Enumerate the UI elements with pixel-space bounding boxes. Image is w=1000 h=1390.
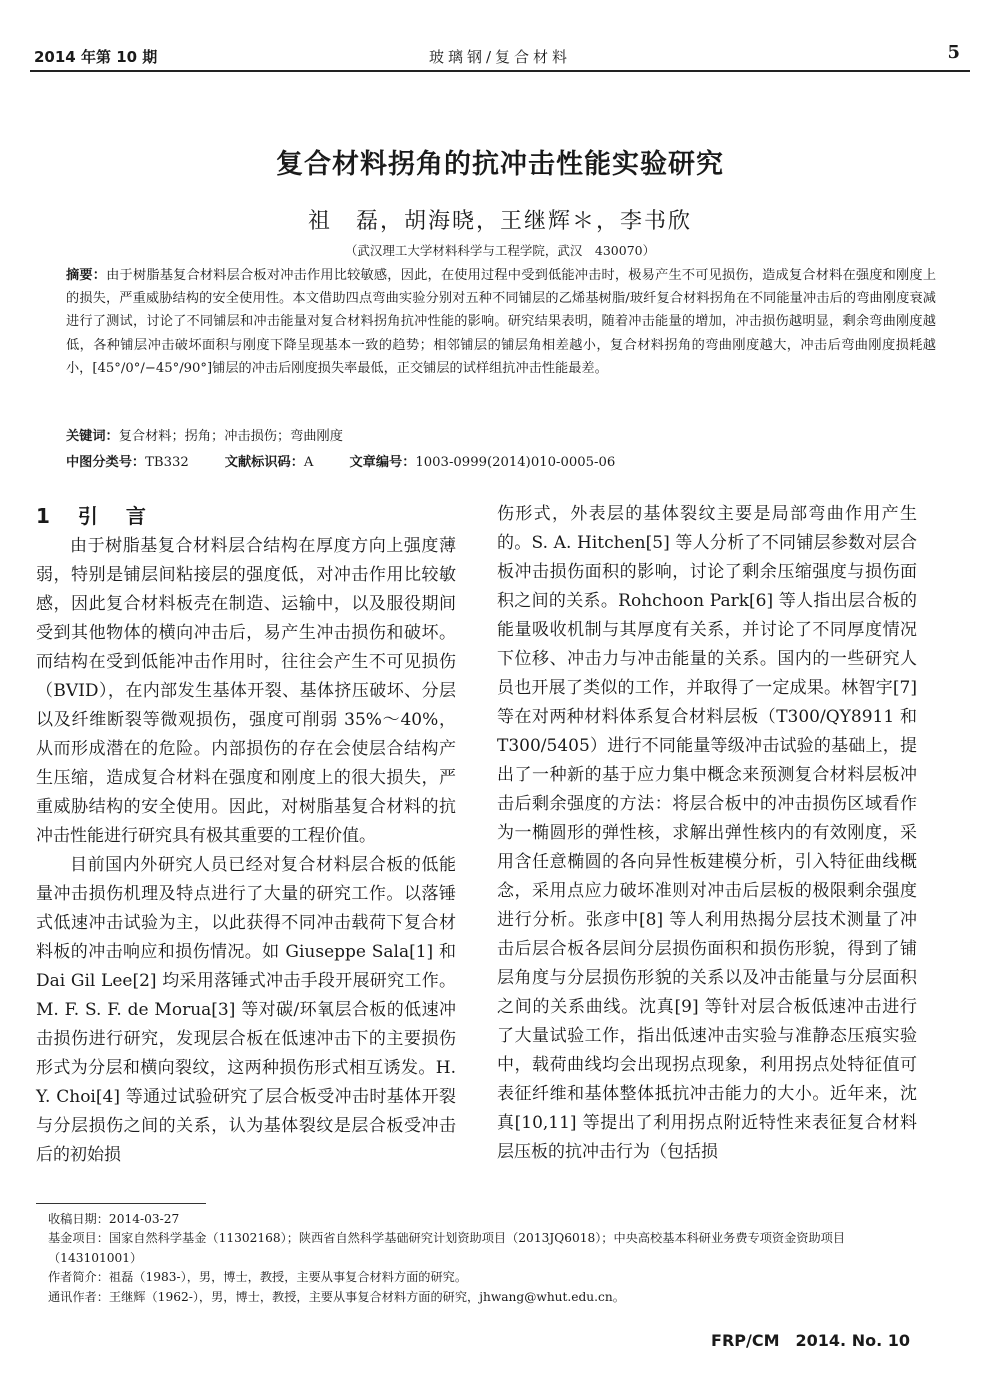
abstract bbox=[66, 264, 936, 380]
body-paragraph: 由于树脂基复合材料层合结构在厚度方向上强度薄弱，特别是铺层间粘接层的强度低，对冲击作用比较敏感，因此复合材料板壳在制造、运输中，以及服役期间受到其他物体的横向冲击后，易产生冲击损伤和破坏。而结构在受到低能冲击作用时，往往会产生不可见损伤（BVID），在内部发生基体开裂、基体挤压破坏、分层以及纤维断裂等微观损伤，强度可削弱 35%～40%，从而形成潜在的危险。内部损伤的存在会使层合结构产生压缩，造成复合材料在强度和刚度上的很大损失，严重威胁结构的安全使用。因此，对树脂基复合材料的抗冲击性能进行研究具有极其重要的工程价值。 bbox=[36, 536, 456, 846]
footnote-divider bbox=[36, 1203, 206, 1204]
author-affiliation: （武汉理工大学材料科学与工程学院，武汉 430070） bbox=[344, 243, 656, 258]
footnotes bbox=[48, 1210, 928, 1307]
article-authors: 祖 磊，胡海晓，王继辉＊，李书欣 bbox=[307, 209, 692, 234]
header-divider bbox=[30, 70, 970, 72]
footnote-corresponding: 通讯作者：王继辉（1962-），男，博士，教授，主要从事复合材料方面的研究，jhwang@whut.edu.cn。 bbox=[48, 1289, 625, 1304]
doc-code-value: A bbox=[303, 455, 314, 470]
section-heading: 1 引 言 bbox=[36, 504, 150, 528]
classification-line bbox=[66, 451, 936, 470]
clc-label: 中图分类号： bbox=[66, 455, 146, 470]
clc-value: TB332 bbox=[145, 455, 189, 470]
doc-code-label: 文献标识码： bbox=[224, 455, 304, 470]
footnote-author-bio: 作者简介：祖磊（1983-），男，博士，教授，主要从事复合材料方面的研究。 bbox=[48, 1270, 468, 1285]
keywords bbox=[66, 425, 936, 444]
footer-journal-issue: FRP/CM 2014. No. 10 bbox=[711, 1331, 910, 1350]
body-column-right bbox=[497, 500, 917, 1167]
body-column-left bbox=[36, 500, 456, 1170]
keywords-label: 关键词： bbox=[66, 429, 119, 444]
abstract-label: 摘要： bbox=[66, 268, 107, 283]
body-paragraph: 目前国内外研究人员已经对复合材料层合板的低能量冲击损伤机理及特点进行了大量的研究工作。以落锤式低速冲击试验为主，以此获得不同冲击载荷下复合材料板的冲击响应和损伤情况。如 Giuseppe Sala[1] 和 Dai Gil Lee[2] 均采用落锤式冲击手段开展研究工作。M. F. S. F. de Morua[3] 等对碳/环氧层合板的低速冲击损伤进行研究，发现层合板在低速冲击下的主要损伤形式为分层和横向裂纹，这两种损伤形式相互诱发。H. Y. Choi[4] 等通过试验研究了层合板受冲击时基体开裂与分层损伤之间的关系，认为基体裂纹是层合板受冲击后的初始损 bbox=[36, 855, 456, 1165]
article-no-label: 文章编号： bbox=[349, 455, 416, 470]
issue-label: 2014 年第 10 期 bbox=[34, 48, 158, 66]
keywords-text: 复合材料；拐角；冲击损伤；弯曲刚度 bbox=[118, 429, 343, 444]
footnote-fund: 基金项目：国家自然科学基金（11302168）；陕西省自然科学基础研究计划资助项目（2013JQ6018）；中央高校基本科研业务费专项资金资助项目（143101001） bbox=[48, 1231, 846, 1265]
article-no-value: 1003-0999(2014)010-0005-06 bbox=[415, 455, 616, 470]
article-title: 复合材料拐角的抗冲击性能实验研究 bbox=[276, 149, 724, 180]
page-number: 5 bbox=[947, 42, 960, 63]
journal-name: 玻璃钢/复合材料 bbox=[428, 48, 572, 66]
abstract-text: 由于树脂基复合材料层合板对冲击作用比较敏感，因此，在使用过程中受到低能冲击时，极易产生不可见损伤，造成复合材料在强度和刚度上的损失，严重威胁结构的安全使用性。本文借助四点弯曲实验分别对五种不同铺层的乙烯基树脂/玻纤复合材料拐角在不同能量冲击后的弯曲刚度衰减进行了测试，讨论了不同铺层和冲击能量对复合材料拐角抗冲性能的影响。研究结果表明，随着冲击能量的增加，冲击损伤越明显，剩余弯曲刚度越低，各种铺层冲击破坏面积与刚度下降呈现基本一致的趋势；相邻铺层的铺层角相差越小，复合材料拐角的弯曲刚度越大，冲击后弯曲刚度损耗越小，[45°/0°/−45°/90°]铺层的冲击后刚度损失率最低，正交铺层的试样组抗冲击性能最差。 bbox=[66, 268, 937, 376]
body-paragraph: 伤形式，外表层的基体裂纹主要是局部弯曲作用产生的。S. A. Hitchen[5] 等人分析了不同铺层参数对层合板冲击损伤面积的影响，讨论了剩余压缩强度与损伤面积之间的关系。Rohchoon Park[6] 等人指出层合板的能量吸收机制与其厚度有关系，并讨论了不同厚度情况下位移、冲击力与冲击能量的关系。国内的一些研究人员也开展了类似的工作，并取得了一定成果。林智宇[7] 等在对两种材料体系复合材料层板（T300/QY8911 和 T300/5405）进行不同能量等级冲击试验的基础上，提出了一种新的基于应力集中概念来预测复合材料层板冲击后剩余强度的方法：将层合板中的冲击损伤区域看作为一椭圆形的弹性核，求解出弹性核内的有效刚度，采用含任意椭圆的各向异性板建模分析，引入特征曲线概念，采用点应力破坏准则对冲击后层板的极限剩余强度进行分析。张彦中[8] 等人利用热揭分层技术测量了冲击后层合板各层间分层损伤面积和损伤形貌，得到了铺层角度与分层损伤形貌的关系以及冲击能量与分层面积之间的关系曲线。沈真[9] 等针对层合板低速冲击进行了大量试验工作，指出低速冲击实验与准静态压痕实验中，载荷曲线均会出现拐点现象，利用拐点处特征值可表征纤维和基体整体抵抗冲击能力的大小。近年来，沈真[10,11] 等提出了利用拐点附近特性来表征复合材料层压板的抗冲击行为（包括损 bbox=[497, 504, 917, 1162]
footnote-received: 收稿日期：2014-03-27 bbox=[48, 1212, 180, 1226]
